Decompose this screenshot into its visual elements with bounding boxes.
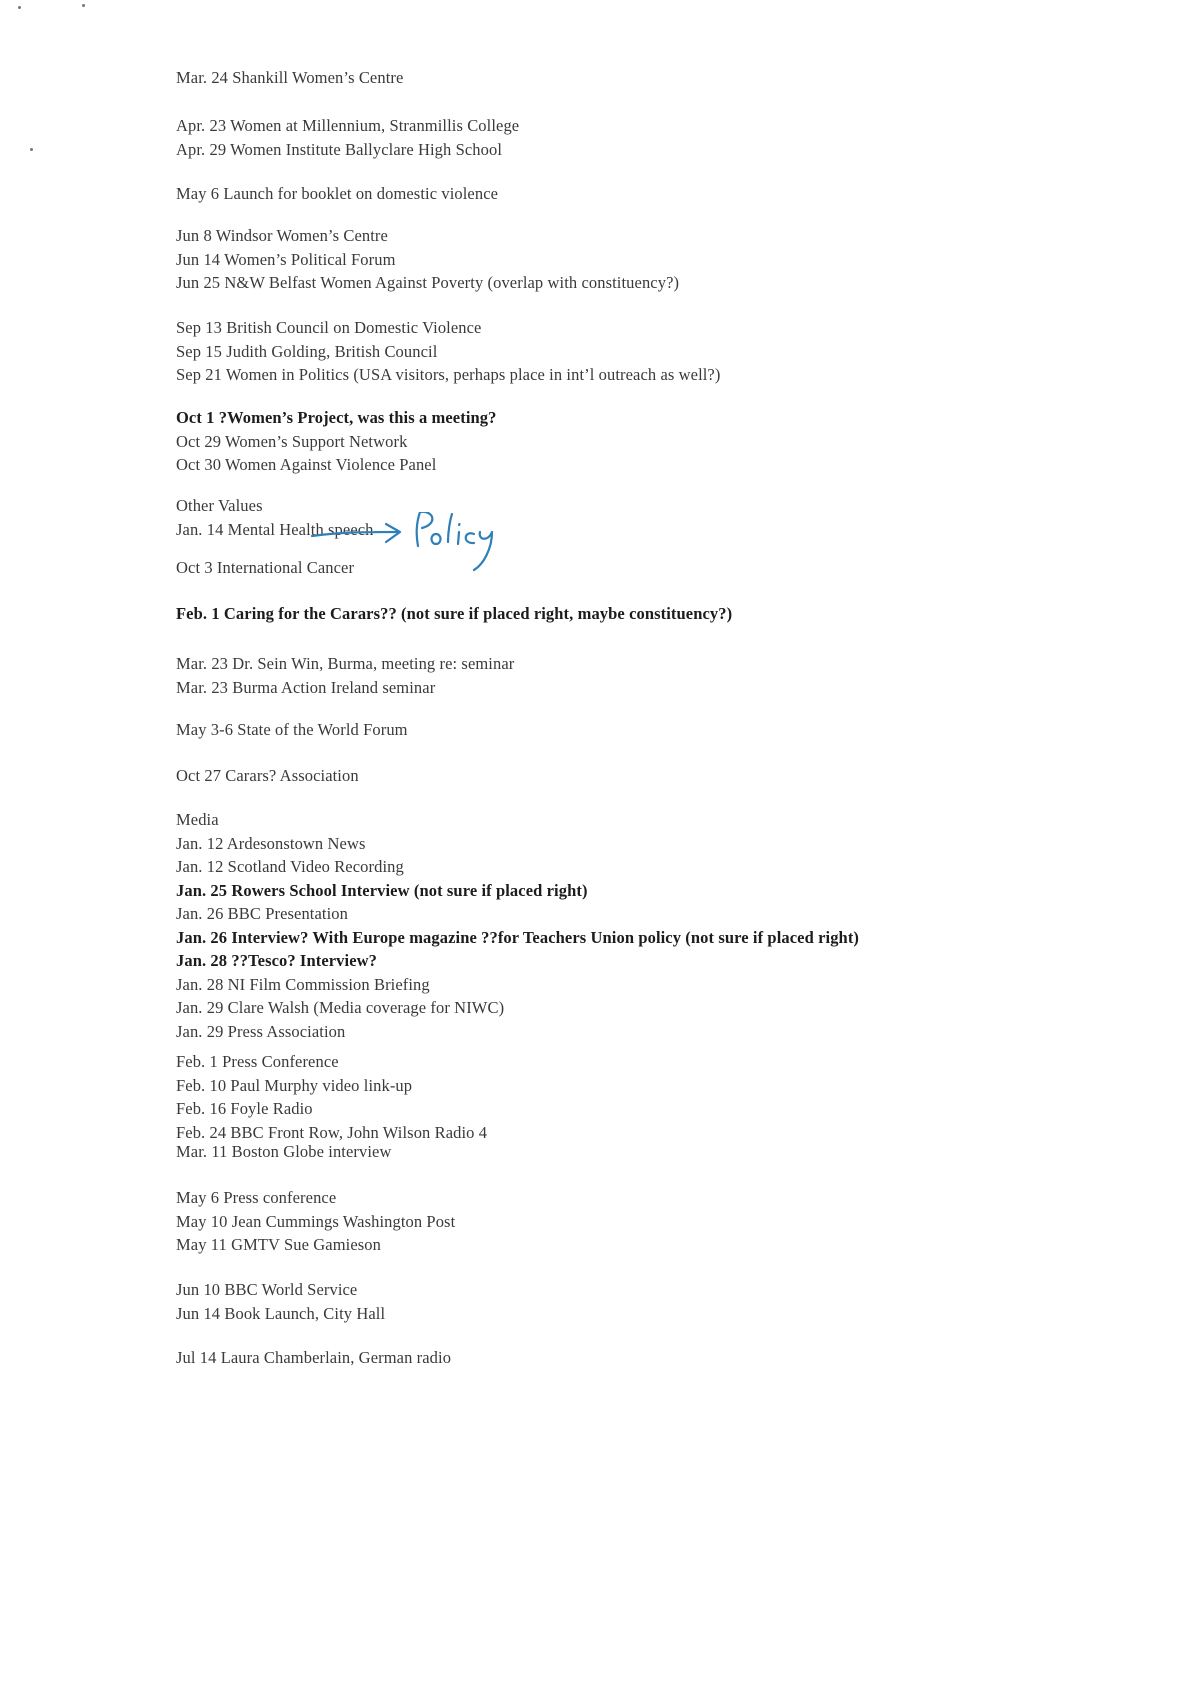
entry-line: Jan. 29 Clare Walsh (Media coverage for NIWC) bbox=[176, 998, 505, 1017]
entry-line: Feb. 1 Press Conference bbox=[176, 1052, 339, 1071]
entry-line: Jun 10 BBC World Service bbox=[176, 1280, 358, 1299]
entry-group bbox=[176, 66, 1136, 90]
entry-group bbox=[176, 182, 1136, 206]
entry-line: Mar. 24 Shankill Women’s Centre bbox=[176, 68, 404, 87]
entry-line: Apr. 23 Women at Millennium, Stranmillis College bbox=[176, 116, 520, 135]
entry-line: Jan. 26 BBC Presentation bbox=[176, 904, 348, 923]
entry-group bbox=[176, 1278, 1136, 1325]
entry-line: Jan. 25 Rowers School Interview (not sure if placed right) bbox=[176, 880, 588, 900]
entry-group bbox=[176, 808, 1136, 1043]
entry-group bbox=[176, 1050, 1136, 1144]
entry-group bbox=[176, 602, 1136, 626]
handwritten-letter-o bbox=[432, 534, 441, 544]
scan-speck bbox=[82, 4, 85, 7]
entry-line: Feb. 1 Caring for the Carars?? (not sure if placed right, maybe constituency?) bbox=[176, 604, 733, 623]
entry-line: Jan. 14 Mental Health speech bbox=[176, 519, 374, 539]
entry-line: Jan. 26 Interview? With Europe magazine ??for Teachers Union policy (not sure if placed right) bbox=[176, 927, 860, 947]
entry-line: Jun 14 Women’s Political Forum bbox=[176, 249, 396, 269]
handwritten-letter-l bbox=[448, 514, 452, 542]
entry-line: Media bbox=[176, 810, 219, 829]
entry-line: Feb. 24 BBC Front Row, John Wilson Radio 4 bbox=[176, 1122, 488, 1142]
entry-group bbox=[176, 718, 1136, 742]
scan-speck bbox=[18, 6, 21, 9]
entry-line: May 11 GMTV Sue Gamieson bbox=[176, 1235, 381, 1254]
entry-line: Sep 15 Judith Golding, British Council bbox=[176, 341, 438, 361]
entry-group bbox=[176, 114, 1136, 161]
entry-line: Jan. 28 NI Film Commission Briefing bbox=[176, 974, 430, 994]
scan-speck bbox=[30, 148, 33, 151]
handwritten-letter-P bbox=[417, 512, 433, 546]
handwritten-letter-c bbox=[466, 533, 474, 543]
entry-line: Mar. 23 Dr. Sein Win, Burma, meeting re: seminar bbox=[176, 654, 515, 673]
entry-line: Jun 25 N&W Belfast Women Against Poverty (overlap with constituency?) bbox=[176, 273, 680, 292]
entry-line: Sep 13 British Council on Domestic Violence bbox=[176, 318, 482, 337]
entry-line: Jan. 12 Scotland Video Recording bbox=[176, 857, 404, 876]
entry-line: Feb. 16 Foyle Radio bbox=[176, 1099, 313, 1118]
entry-line: Jan. 28 ??Tesco? Interview? bbox=[176, 951, 377, 970]
entry-line: May 10 Jean Cummings Washington Post bbox=[176, 1211, 456, 1231]
entry-line: Sep 21 Women in Politics (USA visitors, perhaps place in int’l outreach as well?) bbox=[176, 365, 721, 384]
entry-line: Jun 14 Book Launch, City Hall bbox=[176, 1303, 386, 1323]
entry-line: May 6 Press conference bbox=[176, 1188, 337, 1207]
handwritten-letter-i bbox=[458, 524, 460, 544]
entry-group bbox=[176, 1186, 1136, 1257]
entry-line: Oct 27 Carars? Association bbox=[176, 766, 359, 785]
entry-line: Jun 8 Windsor Women’s Centre bbox=[176, 226, 388, 245]
entry-line: Jan. 29 Press Association bbox=[176, 1021, 346, 1041]
entry-group bbox=[176, 1140, 1136, 1164]
entry-line: May 6 Launch for booklet on domestic violence bbox=[176, 184, 499, 203]
entry-group bbox=[176, 764, 1136, 788]
entry-line: Oct 29 Women’s Support Network bbox=[176, 431, 408, 451]
handwritten-policy-annotation bbox=[302, 512, 522, 582]
handwritten-letter-y bbox=[474, 532, 492, 570]
entry-line: Oct 3 International Cancer bbox=[176, 558, 355, 577]
entry-group bbox=[176, 316, 1136, 387]
entry-group bbox=[176, 224, 1136, 295]
entry-line: Feb. 10 Paul Murphy video link-up bbox=[176, 1075, 413, 1095]
entry-line: Apr. 29 Women Institute Ballyclare High School bbox=[176, 139, 503, 159]
entry-line: Jan. 12 Ardesonstown News bbox=[176, 833, 366, 853]
entry-line: Mar. 23 Burma Action Ireland seminar bbox=[176, 677, 436, 697]
entry-group bbox=[176, 1346, 1136, 1370]
entry-line: Oct 1 ?Women’s Project, was this a meeting? bbox=[176, 408, 497, 427]
entry-line: Oct 30 Women Against Violence Panel bbox=[176, 455, 437, 474]
handwritten-arrow-shaft bbox=[312, 532, 398, 536]
entry-line: Jul 14 Laura Chamberlain, German radio bbox=[176, 1348, 452, 1367]
entry-group bbox=[176, 406, 1136, 477]
entry-line: Mar. 11 Boston Globe interview bbox=[176, 1142, 392, 1161]
entry-line: May 3-6 State of the World Forum bbox=[176, 720, 408, 739]
entry-group bbox=[176, 652, 1136, 699]
entry-line: Other Values bbox=[176, 496, 263, 515]
